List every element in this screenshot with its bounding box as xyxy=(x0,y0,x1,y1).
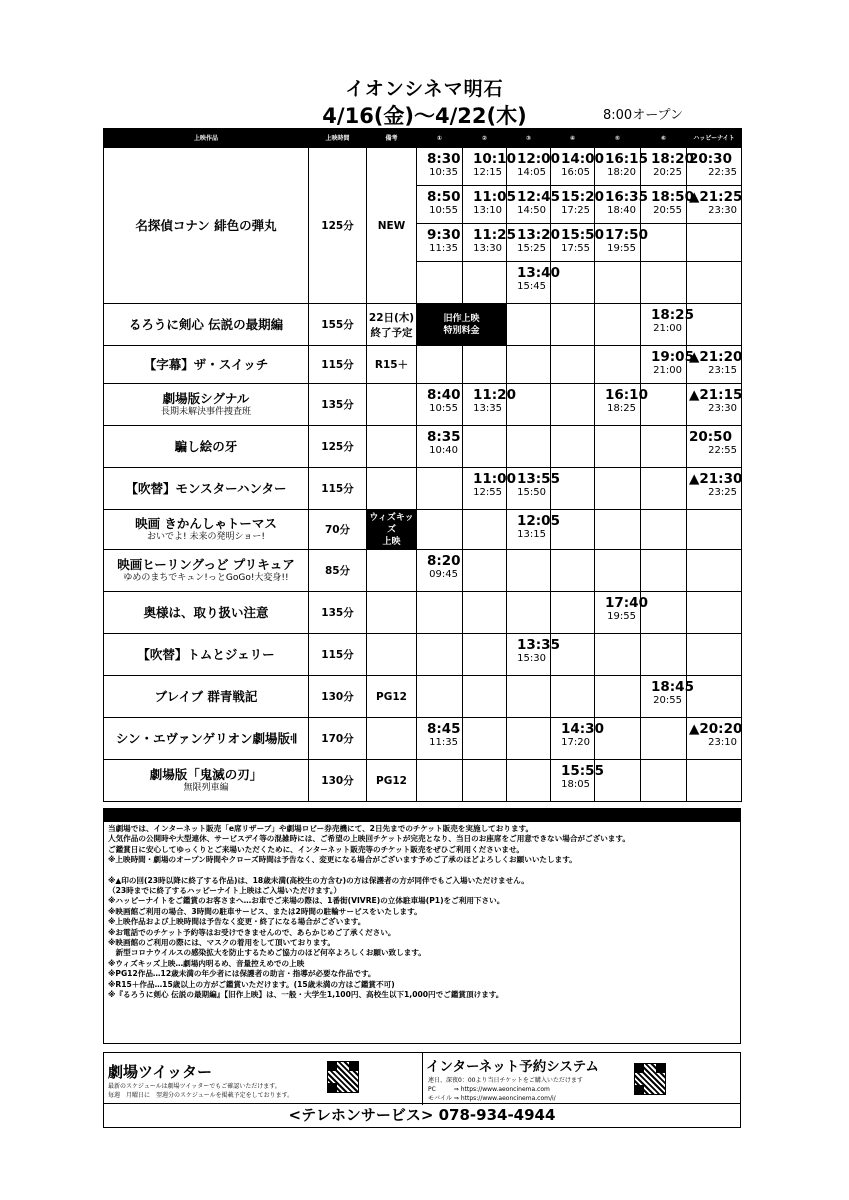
showtime-slot[interactable] xyxy=(687,186,742,224)
start-time: 16:35 xyxy=(605,189,648,205)
start-time: 18:20 xyxy=(651,151,694,167)
movie-title-cell xyxy=(104,384,309,426)
showtime-slot[interactable] xyxy=(463,148,516,186)
movie-note: R15＋ xyxy=(367,346,417,384)
empty-slot xyxy=(641,760,687,802)
empty-slot xyxy=(507,550,551,592)
end-time: 23:30 xyxy=(708,403,737,414)
end-time: 13:15 xyxy=(517,529,546,540)
note-line: ※▲印の回(23時以降に終了する作品)は、18歳未満(高校生の方含む)の方は保護者の方が同伴でもご入場いただけません。 xyxy=(108,875,529,885)
start-time: 15:20 xyxy=(561,189,604,205)
note-line: （23時までに終了するハッピーナイト上映はご入場いただけます。） xyxy=(108,886,342,896)
table-header-row xyxy=(104,129,742,148)
end-time: 21:00 xyxy=(653,323,682,334)
empty-slot xyxy=(595,346,641,384)
col-header-2: ② xyxy=(463,129,507,148)
note-line: ※上映作品および上映時間は予告なく変更・終了になる場合がございます。 xyxy=(108,917,366,927)
telephone-service: <テレホンサービス> 078-934-4944 xyxy=(103,1104,741,1128)
end-time: 23:15 xyxy=(708,365,737,376)
movie-note xyxy=(367,718,417,760)
end-time: 10:55 xyxy=(429,205,458,216)
end-time: 18:20 xyxy=(607,167,636,178)
start-time: 16:10 xyxy=(605,387,648,403)
empty-slot xyxy=(507,676,551,718)
empty-slot xyxy=(595,426,641,468)
end-time: 15:30 xyxy=(517,653,546,664)
date-range: 4/16(金)～4/22(木) xyxy=(322,104,527,128)
start-time: 12:05 xyxy=(517,513,560,529)
empty-slot xyxy=(641,468,687,510)
empty-slot xyxy=(687,304,742,346)
start-time: 11:20 xyxy=(473,387,516,403)
end-time: 11:35 xyxy=(429,243,458,254)
net-reservation-text-1: 連日、深夜0：00より当日チケットをご購入いただけます xyxy=(428,1077,583,1084)
start-time: 18:25 xyxy=(651,307,694,323)
empty-slot xyxy=(463,262,507,304)
movie-title: 【吹替】モンスターハンター xyxy=(125,481,287,496)
end-time: 09:45 xyxy=(429,569,458,580)
empty-slot xyxy=(595,468,641,510)
table-row xyxy=(104,468,742,510)
empty-slot xyxy=(551,676,595,718)
end-time: 17:55 xyxy=(561,243,590,254)
start-time: ▲20:20 xyxy=(689,721,743,737)
end-time: 14:05 xyxy=(517,167,546,178)
start-time: 18:45 xyxy=(651,679,694,695)
movie-note: NEW xyxy=(367,148,417,304)
table-row xyxy=(104,550,742,592)
movie-note xyxy=(367,634,417,676)
showtime-slot[interactable] xyxy=(687,346,742,384)
showtime-slot[interactable] xyxy=(417,224,463,262)
note-line: ※お電話でのチケット予約等はお受けできませんので、あらかじめご了承ください。 xyxy=(108,927,396,937)
end-time: 23:30 xyxy=(708,205,737,216)
end-time: 13:30 xyxy=(473,243,502,254)
showtime-slot[interactable] xyxy=(463,468,516,510)
end-time: 21:00 xyxy=(653,365,682,376)
end-time: 22:55 xyxy=(708,445,737,456)
start-time: 13:20 xyxy=(517,227,560,243)
col-header-6: ⑥ xyxy=(641,129,687,148)
empty-slot xyxy=(687,760,742,802)
note-line: ※R15＋作品…15歳以上の方がご鑑賞いただけます。(15歳未満の方はご鑑賞不可) xyxy=(108,979,395,989)
movie-runtime: 125分 xyxy=(309,426,367,468)
start-time: 11:25 xyxy=(473,227,516,243)
showtime-slot[interactable] xyxy=(417,148,463,186)
end-time: 20:55 xyxy=(653,205,682,216)
showtime-slot[interactable] xyxy=(551,760,604,802)
end-time: 23:10 xyxy=(708,737,737,748)
movie-runtime: 170分 xyxy=(309,718,367,760)
end-time: 16:05 xyxy=(561,167,590,178)
movie-title-cell xyxy=(104,510,309,550)
showtime-slot[interactable] xyxy=(507,262,560,304)
empty-slot xyxy=(595,634,641,676)
net-reservation-title: インターネット予約システム xyxy=(426,1059,599,1075)
empty-slot xyxy=(687,262,742,304)
start-time: 14:00 xyxy=(561,151,604,167)
movie-title-cell xyxy=(104,718,309,760)
empty-slot xyxy=(595,262,641,304)
end-time: 10:55 xyxy=(429,403,458,414)
note-line: ※ハッピーナイトをご鑑賞のお客さまへ…お車でご来場の際は、1番街(VIVRE)の立体駐車場(P1)をご利用下さい。 xyxy=(108,896,505,906)
empty-slot xyxy=(463,718,507,760)
empty-slot xyxy=(417,468,463,510)
col-header-note: 備考 xyxy=(367,129,417,148)
empty-slot xyxy=(551,592,595,634)
start-time: 12:00 xyxy=(517,151,560,167)
movie-runtime: 130分 xyxy=(309,760,367,802)
col-header-runtime: 上映時間 xyxy=(309,129,367,148)
empty-slot xyxy=(417,346,463,384)
notes-section xyxy=(103,822,741,1044)
start-time: 20:50 xyxy=(689,429,732,445)
footer-divider xyxy=(422,1053,423,1105)
showtime-slot[interactable] xyxy=(463,186,516,224)
movie-note: PG12 xyxy=(367,676,417,718)
empty-slot xyxy=(507,592,551,634)
movie-note: PG12 xyxy=(367,760,417,802)
empty-slot xyxy=(507,718,551,760)
showtime-slot[interactable] xyxy=(687,468,742,510)
start-time: 14:30 xyxy=(561,721,604,737)
empty-slot xyxy=(595,510,641,550)
start-time: 17:50 xyxy=(605,227,648,243)
note-line: ※PG12作品…12歳未満の年少者には保護者の助言・指導が必要な作品です。 xyxy=(108,969,376,979)
empty-slot xyxy=(463,760,507,802)
end-time: 12:15 xyxy=(473,167,502,178)
end-time: 10:35 xyxy=(429,167,458,178)
movie-runtime: 135分 xyxy=(309,592,367,634)
start-time: 12:45 xyxy=(517,189,560,205)
movie-subtitle: 長期未解決事件捜査班 xyxy=(160,407,251,417)
end-time: 18:40 xyxy=(607,205,636,216)
movie-title: 【吹替】トムとジェリー xyxy=(137,647,275,662)
movie-note: ウィズキッズ 上映 xyxy=(367,510,417,550)
showtime-slot[interactable] xyxy=(641,676,694,718)
movie-note xyxy=(367,426,417,468)
end-time: 18:05 xyxy=(561,779,590,790)
movie-title-cell xyxy=(104,304,309,346)
movie-title: るろうに剣心 伝説の最期編 xyxy=(128,317,284,332)
start-time: 8:45 xyxy=(427,721,461,737)
start-time: 13:55 xyxy=(517,471,560,487)
movie-title: 【字幕】ザ・スイッチ xyxy=(143,357,269,372)
end-time: 20:25 xyxy=(653,167,682,178)
movie-note xyxy=(367,468,417,510)
end-time: 17:25 xyxy=(561,205,590,216)
showtime-slot[interactable] xyxy=(687,384,742,426)
end-time: 19:55 xyxy=(607,243,636,254)
start-time: 8:20 xyxy=(427,553,461,569)
movie-subtitle: おいでよ! 未来の発明ショー! xyxy=(147,532,265,542)
movie-note xyxy=(367,550,417,592)
empty-slot xyxy=(641,426,687,468)
note-line: ※『るろうに剣心 伝説の最期編』【旧作上映】は、一般・大学生1,100円、高校生以下1,000円でご鑑賞頂けます。 xyxy=(108,990,504,1000)
table-row xyxy=(104,384,742,426)
showtime-slot[interactable] xyxy=(507,634,560,676)
showtime-slot[interactable] xyxy=(595,592,648,634)
twitter-text-2: 毎週 月曜日に 翌週分のスケジュールを掲載予定をしております。 xyxy=(108,1092,294,1099)
showtime-slot[interactable] xyxy=(417,550,463,592)
start-time: 13:35 xyxy=(517,637,560,653)
start-time: ▲21:30 xyxy=(689,471,743,487)
start-time: ▲21:25 xyxy=(689,189,743,205)
start-time: 13:40 xyxy=(517,265,560,281)
note-line: ご鑑賞日に安心してゆっくりとご来場いただくために、インターネット販売等のチケット販売をぜひご利用くださいませ。 xyxy=(108,844,524,854)
start-time: 9:30 xyxy=(427,227,461,243)
movie-subtitle: 無限列車編 xyxy=(183,783,229,793)
end-time: 20:55 xyxy=(653,695,682,706)
movie-title-cell xyxy=(104,426,309,468)
open-time: 8:00オープン xyxy=(603,108,684,123)
end-time: 15:25 xyxy=(517,243,546,254)
movie-runtime: 130分 xyxy=(309,676,367,718)
start-time: 17:40 xyxy=(605,595,648,611)
empty-slot xyxy=(507,304,551,346)
end-time: 23:25 xyxy=(708,487,737,498)
movie-note xyxy=(367,592,417,634)
start-time: ▲21:20 xyxy=(689,349,743,365)
movie-runtime: 135分 xyxy=(309,384,367,426)
empty-slot xyxy=(417,634,463,676)
twitter-qr-icon[interactable] xyxy=(327,1061,359,1093)
movie-title: 奥様は、取り扱い注意 xyxy=(143,605,269,620)
showtime-slot[interactable] xyxy=(595,384,648,426)
table-row xyxy=(104,148,742,186)
movie-title: 映画ヒーリングっど プリキュア xyxy=(117,557,295,572)
start-time: 8:50 xyxy=(427,189,461,205)
table-row xyxy=(104,346,742,384)
empty-slot xyxy=(641,634,687,676)
showtime-slot[interactable] xyxy=(417,384,463,426)
movie-title: ブレイブ 群青戦記 xyxy=(154,689,258,704)
movie-note xyxy=(367,384,417,426)
showtime-slot[interactable] xyxy=(417,718,463,760)
empty-slot xyxy=(595,676,641,718)
empty-slot xyxy=(641,262,687,304)
empty-slot xyxy=(687,550,742,592)
empty-slot xyxy=(463,426,507,468)
end-time: 12:55 xyxy=(473,487,502,498)
movie-runtime: 115分 xyxy=(309,634,367,676)
empty-slot xyxy=(507,346,551,384)
start-time: 15:50 xyxy=(561,227,604,243)
start-time: 11:00 xyxy=(473,471,516,487)
showtime-slot[interactable] xyxy=(417,426,463,468)
empty-slot xyxy=(687,592,742,634)
empty-slot xyxy=(551,384,595,426)
col-header-1: ① xyxy=(417,129,463,148)
empty-slot xyxy=(463,550,507,592)
empty-slot xyxy=(641,510,687,550)
movie-title: シン・エヴァンゲリオン劇場版𝄇 xyxy=(115,731,297,746)
table-row xyxy=(104,676,742,718)
movie-runtime: 115分 xyxy=(309,346,367,384)
movie-title: 映画 きかんしゃトーマス xyxy=(135,516,277,531)
net-reservation-mobile-link[interactable]: モバイル ⇒ https://www.aeoncinema.com/i/ xyxy=(428,1095,556,1102)
empty-slot xyxy=(463,634,507,676)
empty-slot xyxy=(507,426,551,468)
table-row xyxy=(104,760,742,802)
twitter-title: 劇場ツイッター xyxy=(108,1063,212,1081)
movie-title-cell xyxy=(104,676,309,718)
note-line: 新型コロナウイルスの感染拡大を防止するためご協力のほど何卒よろしくお願い致します。 xyxy=(108,948,426,958)
start-time: 8:40 xyxy=(427,387,461,403)
movie-runtime: 115分 xyxy=(309,468,367,510)
notes-divider-bar xyxy=(103,808,741,822)
showtime-slot[interactable] xyxy=(687,148,742,186)
start-time: 19:05 xyxy=(651,349,694,365)
table-row xyxy=(104,510,742,550)
twitter-text-1: 最新のスケジュールは劇場ツイッターでもご確認いただけます。 xyxy=(108,1083,281,1090)
showtime-slot[interactable] xyxy=(417,186,463,224)
empty-slot xyxy=(687,676,742,718)
net-reservation-pc-link[interactable]: PC ⇒ https://www.aeoncinema.com xyxy=(428,1086,550,1093)
empty-slot xyxy=(463,676,507,718)
end-time: 14:50 xyxy=(517,205,546,216)
empty-slot xyxy=(551,550,595,592)
movie-subtitle: ゆめのまちでキュン!っとGoGo!大変身!! xyxy=(123,573,289,583)
note-line: ※ウィズキッズ上映…劇場内明るめ、音量控えめでの上映 xyxy=(108,958,305,968)
end-time: 22:35 xyxy=(708,167,737,178)
note-line: ※映画館のご利用の際には、マスクの着用をして頂いております。 xyxy=(108,938,335,948)
showtime-slot[interactable] xyxy=(463,384,516,426)
note-line: ※映画館ご利用の場合、3時間の駐車サービス、または2時間の駐輪サービスをいたします。 xyxy=(108,906,422,916)
movie-runtime: 70分 xyxy=(309,510,367,550)
movie-runtime: 125分 xyxy=(309,148,367,304)
empty-slot xyxy=(551,346,595,384)
table-row xyxy=(104,718,742,760)
movie-title: 騙し絵の牙 xyxy=(174,439,238,454)
empty-slot xyxy=(551,304,595,346)
start-time: 8:30 xyxy=(427,151,461,167)
movie-title-cell xyxy=(104,634,309,676)
showtime-slot[interactable] xyxy=(641,346,694,384)
start-time: 8:35 xyxy=(427,429,461,445)
empty-slot xyxy=(417,676,463,718)
table-row xyxy=(104,304,742,346)
empty-slot xyxy=(595,304,641,346)
empty-slot xyxy=(551,426,595,468)
end-time: 13:35 xyxy=(473,403,502,414)
showtime-slot[interactable] xyxy=(463,224,516,262)
showtime-slot[interactable] xyxy=(641,304,694,346)
start-time: 18:50 xyxy=(651,189,694,205)
empty-slot xyxy=(417,510,463,550)
empty-slot xyxy=(417,262,463,304)
end-time: 18:25 xyxy=(607,403,636,414)
movie-runtime: 85分 xyxy=(309,550,367,592)
movie-title-cell xyxy=(104,468,309,510)
note-line: 当劇場では、インターネット販売「e席リザーブ」や劇場ロビー券売機にて、2日先までのチケット販売を実施しております。 xyxy=(108,824,534,833)
col-header-3: ③ xyxy=(507,129,551,148)
table-row xyxy=(104,634,742,676)
empty-slot xyxy=(641,550,687,592)
col-header-5: ⑤ xyxy=(595,129,641,148)
net-reservation-qr-icon[interactable] xyxy=(634,1063,666,1095)
start-time: 15:55 xyxy=(561,763,604,779)
col-header-title: 上映作品 xyxy=(104,129,309,148)
movie-title-cell xyxy=(104,346,309,384)
movie-title-cell xyxy=(104,550,309,592)
start-time: 11:05 xyxy=(473,189,516,205)
end-time: 13:10 xyxy=(473,205,502,216)
special-price-badge: 旧作上映 特別料金 xyxy=(417,304,507,346)
start-time: 16:15 xyxy=(605,151,648,167)
end-time: 19:55 xyxy=(607,611,636,622)
movie-note: 22日(木) 終了予定 xyxy=(367,304,417,346)
end-time: 15:45 xyxy=(517,281,546,292)
movie-title-cell xyxy=(104,592,309,634)
theater-title: イオンシネマ明石 xyxy=(345,78,504,100)
empty-slot xyxy=(687,224,742,262)
end-time: 11:35 xyxy=(429,737,458,748)
movie-title-cell xyxy=(104,148,309,304)
table-row xyxy=(104,426,742,468)
schedule-table xyxy=(103,128,742,802)
empty-slot xyxy=(463,346,507,384)
start-time: 20:30 xyxy=(689,151,732,167)
empty-slot xyxy=(463,510,507,550)
start-time: ▲21:15 xyxy=(689,387,743,403)
showtime-slot[interactable] xyxy=(687,718,742,760)
empty-slot xyxy=(507,760,551,802)
end-time: 15:50 xyxy=(517,487,546,498)
empty-slot xyxy=(463,592,507,634)
movie-title: 劇場版シグナル xyxy=(162,391,250,406)
empty-slot xyxy=(417,760,463,802)
movie-title: 劇場版「鬼滅の刃」 xyxy=(149,767,263,782)
footer-box xyxy=(103,1052,741,1104)
movie-title-cell xyxy=(104,760,309,802)
col-header-4: ④ xyxy=(551,129,595,148)
note-line: ※上映時間・劇場のオープン時間やクローズ時間は予告なく、変更になる場合がございます予めご了承のほどよろしくお願いいたします。 xyxy=(108,855,577,865)
table-row xyxy=(104,592,742,634)
empty-slot xyxy=(641,718,687,760)
showtime-slot[interactable] xyxy=(687,426,742,468)
note-line xyxy=(108,866,736,876)
empty-slot xyxy=(687,634,742,676)
end-time: 17:20 xyxy=(561,737,590,748)
empty-slot xyxy=(595,550,641,592)
movie-title: 名探偵コナン 緋色の弾丸 xyxy=(135,218,277,233)
movie-runtime: 155分 xyxy=(309,304,367,346)
empty-slot xyxy=(687,510,742,550)
showtime-slot[interactable] xyxy=(507,510,560,550)
showtime-slot[interactable] xyxy=(551,718,604,760)
end-time: 10:40 xyxy=(429,445,458,456)
note-line: 人気作品の公開時や大型連休、サービスデイ等の混雑時には、ご希望の上映回チケットが完売となり、当日のお座席をご用意できない場合がございます。 xyxy=(108,834,630,844)
start-time: 10:10 xyxy=(473,151,516,167)
empty-slot xyxy=(417,592,463,634)
col-header-happy-night: ハッピーナイト xyxy=(687,129,742,148)
